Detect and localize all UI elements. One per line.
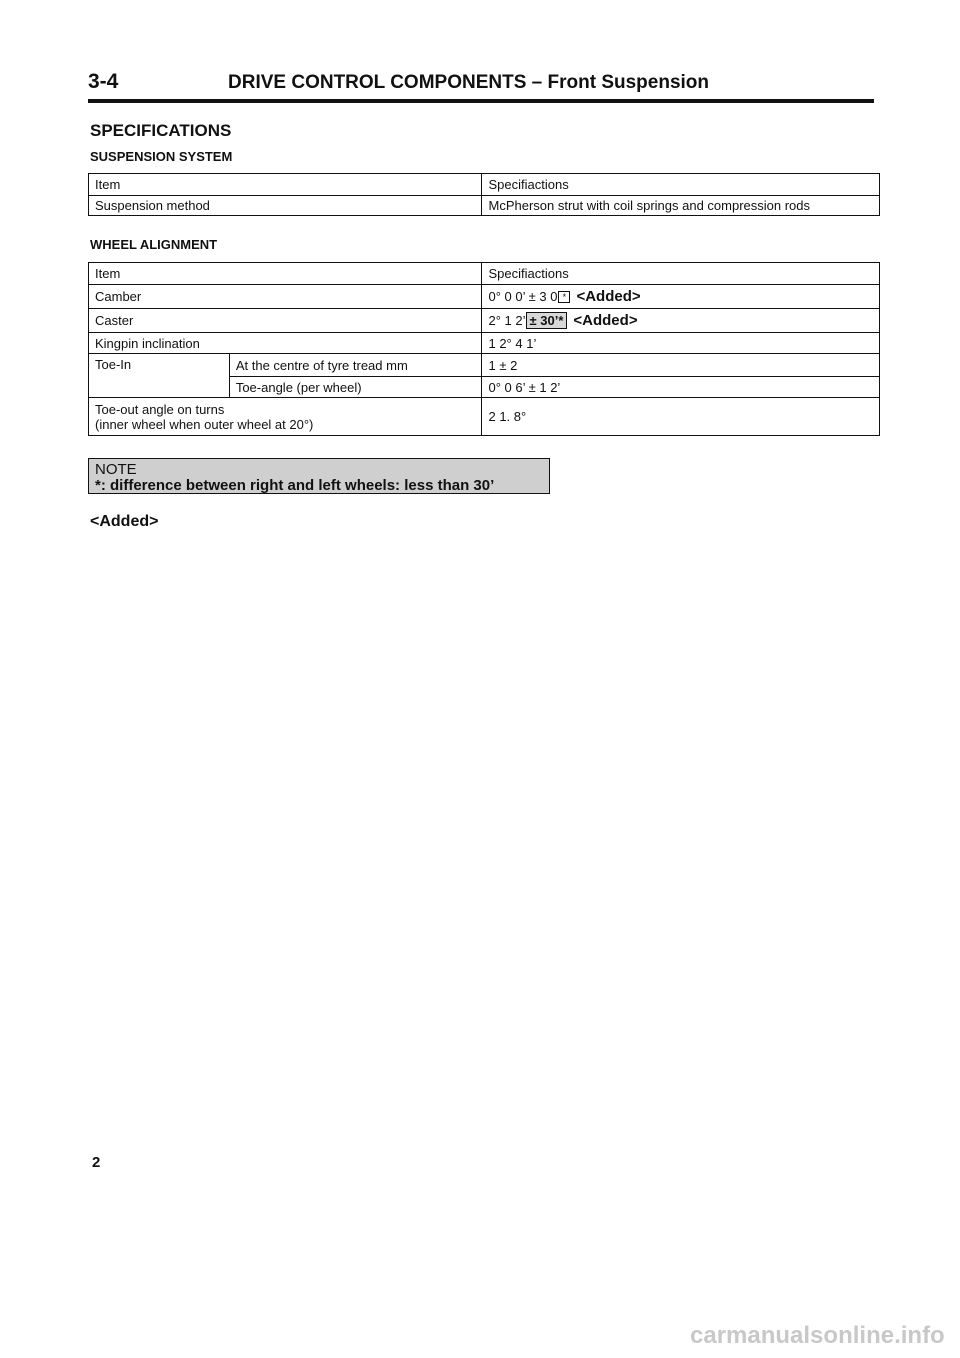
cell-spec: 1 2° 4 1’ <box>482 333 880 354</box>
cell-item: Camber <box>89 285 482 309</box>
cell-item: Kingpin inclination <box>89 333 482 354</box>
table-row-caster <box>89 309 880 333</box>
section-number: 3-4 <box>88 70 119 93</box>
table-row-camber <box>89 285 880 309</box>
table-row-kingpin <box>89 333 880 354</box>
note-box <box>88 458 550 494</box>
note-title: NOTE <box>95 461 137 478</box>
cell-spec: 0° 0 6’ ± 1 2’ <box>482 377 880 398</box>
column-header-spec: Specifiactions <box>482 263 880 285</box>
cell-item: Toe-In <box>89 354 230 398</box>
added-marker: <Added> <box>576 288 641 305</box>
column-header-item: Item <box>89 174 482 196</box>
table-row-toe-in <box>89 354 880 377</box>
watermark: carmanualsonline.info <box>690 1322 945 1349</box>
cell-spec <box>482 285 880 309</box>
cell-spec: McPherson strut with coil springs and compression rods <box>482 196 880 216</box>
table-header-row <box>89 174 880 196</box>
cell-item: Suspension method <box>89 196 482 216</box>
caster-tolerance-box: ± 30’* <box>526 312 568 329</box>
added-marker: <Added> <box>573 312 638 329</box>
cell-item <box>89 398 482 436</box>
table-row-toe-out <box>89 398 880 436</box>
note-text: *: difference between right and left wheels: less than 30’ <box>95 477 495 494</box>
suspension-system-heading: SUSPENSION SYSTEM <box>90 149 233 164</box>
cell-spec <box>482 309 880 333</box>
cell-spec: 1 ± 2 <box>482 354 880 377</box>
header-rule <box>88 99 874 103</box>
page-title: DRIVE CONTROL COMPONENTS – Front Suspension <box>228 72 710 93</box>
cell-subitem: At the centre of tyre tread mm <box>229 354 482 377</box>
caster-value: 2° 1 2’ <box>488 313 526 328</box>
table-header-row <box>89 263 880 285</box>
cell-item: Caster <box>89 309 482 333</box>
suspension-table <box>88 173 880 216</box>
specifications-heading: SPECIFICATIONS <box>90 121 232 140</box>
toe-out-line-2: (inner wheel when outer wheel at 20°) <box>95 416 314 432</box>
cell-subitem: Toe-angle (per wheel) <box>229 377 482 398</box>
added-marker: <Added> <box>90 513 159 530</box>
cell-spec: 2 1. 8° <box>482 398 880 436</box>
column-header-spec: Specifiactions <box>482 174 880 196</box>
table-row <box>89 196 880 216</box>
column-header-item: Item <box>89 263 482 285</box>
camber-value: 0° 0 0’ ± 3 0 <box>488 289 558 304</box>
page-number: 2 <box>92 1154 101 1171</box>
footnote-marker: * <box>558 291 570 303</box>
wheel-alignment-heading: WHEEL ALIGNMENT <box>90 237 218 252</box>
wheel-alignment-table <box>88 262 880 436</box>
toe-out-line-1: Toe-out angle on turns <box>95 401 225 417</box>
